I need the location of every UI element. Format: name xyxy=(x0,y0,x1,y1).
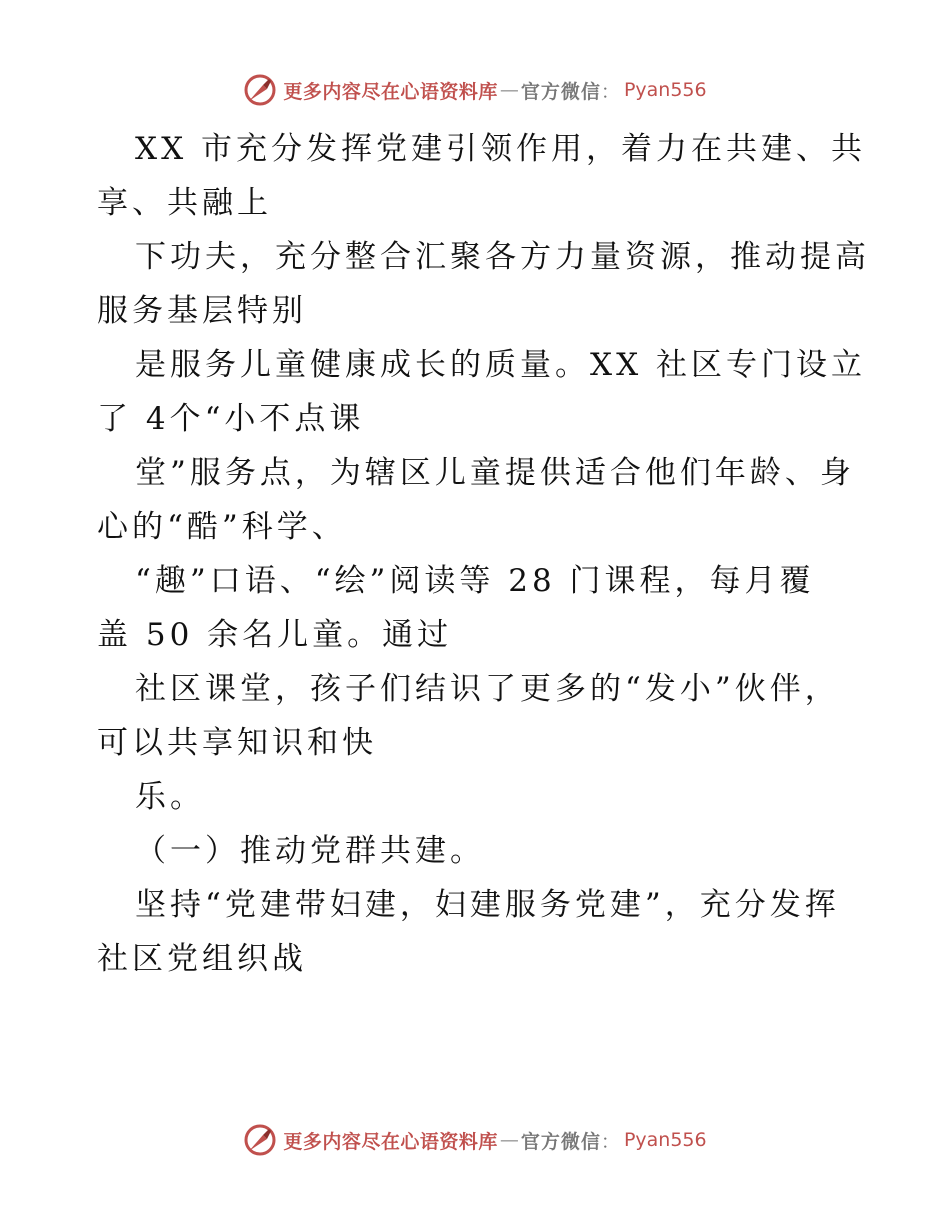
footer-watermark xyxy=(0,1120,950,1160)
watermark-separator: — xyxy=(499,79,519,101)
body-line: 盖 50 余名儿童。通过 xyxy=(97,617,453,653)
body-line: 可以共享知识和快 xyxy=(97,725,377,761)
body-line: 乐。 xyxy=(135,779,205,815)
body-line: “趣”口语、“绘”阅读等 28 门课程，每月覆 xyxy=(135,563,815,599)
body-line: 心的“酷”科学、 xyxy=(97,509,347,545)
body-line: 下功夫，充分整合汇聚各方力量资源，推动提高 xyxy=(135,239,870,275)
watermark-channel: 官方微信 xyxy=(520,1130,601,1153)
watermark-separator: — xyxy=(499,1129,519,1151)
body-line: 堂”服务点，为辖区儿童提供适合他们年龄、身 xyxy=(135,455,855,491)
section-heading: （一）推动党群共建。 xyxy=(135,833,485,869)
body-line: 坚持“党建带妇建，妇建服务党建”，充分发挥 xyxy=(135,887,840,923)
body-line: 服务基层特别 xyxy=(97,293,307,329)
document-body xyxy=(97,122,870,986)
body-line: 社区课堂，孩子们结识了更多的“发小”伙伴， xyxy=(135,671,840,707)
watermark-label: 更多内容尽在心语资料库 xyxy=(283,1130,498,1153)
body-line: 了 4个“小不点课 xyxy=(97,401,365,437)
watermark-channel: 官方微信 xyxy=(520,80,601,103)
watermark-label: 更多内容尽在心语资料库 xyxy=(283,80,498,103)
body-line: XX 市充分发挥党建引领作用，着力在共建、共 xyxy=(135,131,866,167)
pen-nib-circle-icon xyxy=(243,73,277,107)
header-watermark xyxy=(0,70,950,110)
watermark-id: Pyan556 xyxy=(623,79,707,101)
watermark-id: Pyan556 xyxy=(623,1129,707,1151)
watermark-colon: ： xyxy=(600,80,620,103)
body-line: 是服务儿童健康成长的质量。XX 社区专门设立 xyxy=(135,347,866,383)
watermark-colon: ： xyxy=(600,1130,620,1153)
pen-nib-circle-icon xyxy=(243,1123,277,1157)
body-line: 社区党组织战 xyxy=(97,941,307,977)
body-line: 享、共融上 xyxy=(97,185,272,221)
